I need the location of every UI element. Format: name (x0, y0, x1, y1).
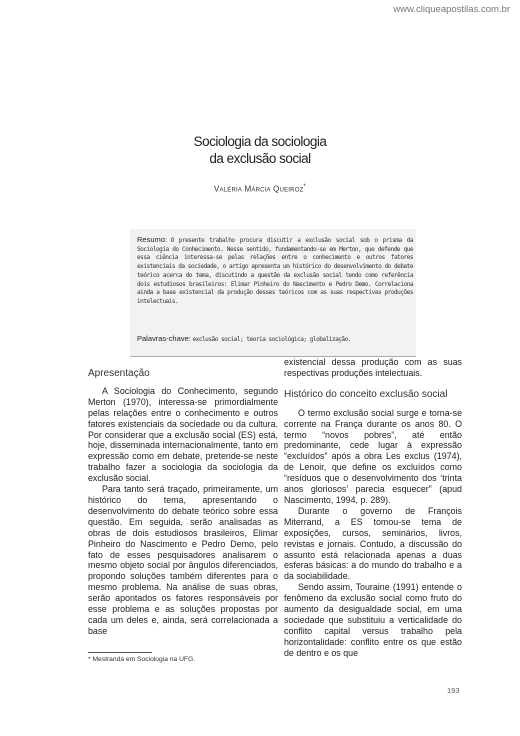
abstract-label: Resumo: (137, 235, 168, 244)
author-name: Valéria Márcia Queiroz (214, 184, 304, 194)
footnote-divider (88, 652, 152, 653)
author (0, 184, 520, 194)
page-number: 193 (447, 686, 460, 695)
footnote: * Mestranda em Sociologia na UFG. (88, 656, 196, 663)
keywords-text: exclusão social; teoria sociológica; globalização. (192, 336, 351, 343)
paragraph: O termo exclusão social surge e torna-se corrente na França durante os anos 80. O termo “novos pobres”, até então predominante, cede lugar à expressão “excluídos” após a obra Les exclus (1974), de Lenoir, que define os excluídos como “resíduos que o desenvolvimento dos ‘trinta anos gloriosos’ parecia esquecer” (apud Nascimento, 1994, p. 289). (284, 407, 462, 505)
abstract (137, 236, 413, 307)
right-column (284, 357, 462, 659)
article-title (0, 133, 520, 167)
left-column (88, 369, 278, 637)
title-line-1: Sociologia da sociologia (193, 134, 327, 149)
keywords (137, 334, 413, 344)
paragraph: Durante o governo de François Miterrand, a ES tomou-se tema de exposições, cursos, seminários, livros, revistas e jornais. Contudo, a discussão do assunto está relacionada apenas a duas esferas básicas: a do mundo do trabalho e a da sociabilidade. (284, 505, 462, 582)
keywords-label: Palavras-chave: (137, 334, 191, 343)
paragraph: Para tanto será traçado, primeiramente, um histórico do tema, apresentando o desenvolvimento do debate teórico sobre essa questão. Em seguida, serão analisadas as obras de dois estudiosos brasileiros, Elimar Pinheiro do Nascimento e Pedro Demo, pelo fato de esses pesquisadores analisarem o mesmo objeto social por ângulos diferenciados, propondo soluções também diferentes para o mesmo problema. Na análise de suas obras, serão apontados os fatores responsáveis por esse problema e as soluções propostas por cada um deles e, ainda, será correlacionada a base (88, 484, 278, 636)
paragraph-continuation: existencial dessa produção com as suas respectivas produções intelectuais. (284, 357, 462, 378)
site-url[interactable]: www.cliqueapostilas.com.br (393, 4, 510, 15)
section-heading-apresentacao: Apresentação (88, 368, 150, 379)
paragraph: Sendo assim, Touraine (1991) entende o fenômeno da exclusão social como fruto do aumento da desigualdade social, em uma sociedade que substituiu a verticalidade do conflito capital versus trabalho pela horizontalidade: conflito entre os que estão de dentro e os que (284, 582, 462, 658)
abstract-text: O presente trabalho procura discutir a exclusão social sob o prisma da Sociologia do Conhecimento. Nesse sentido, fundamentando-se em Merton, que defende que essa ciência interessa-se pelas relações entre o conhecimento e outros fatores existenciais da sociedade, o artigo apresenta um histórico do desenvolvimento do debate teórico acerca do tema, discutindo a questão da exclusão social tendo como referência dois estudiosos brasileiros: Elimar Pinheiro do Nascimento e Pedro Demo. Correlaciona ainda a base existencial da produção desses teóricos com as suas respectivas produções intelectuais. (137, 237, 414, 305)
section-heading-historico: Histórico do conceito exclusão social (284, 388, 448, 400)
author-footnote-mark: * (303, 184, 306, 190)
title-line-2: da exclusão social (209, 151, 311, 166)
paragraph: A Sociologia do Conhecimento, segundo Merton (1970), interessa-se primordialmente pelas relações entre o conhecimento e outros fatores existenciais da sociedade ou da cultura. Por considerar que a exclusão social (ES) está, hoje, disseminada internacionalmente, tanto em expressão como em debate, pretende-se neste trabalho fazer a sociologia da sociologia da exclusão social. (88, 385, 278, 484)
